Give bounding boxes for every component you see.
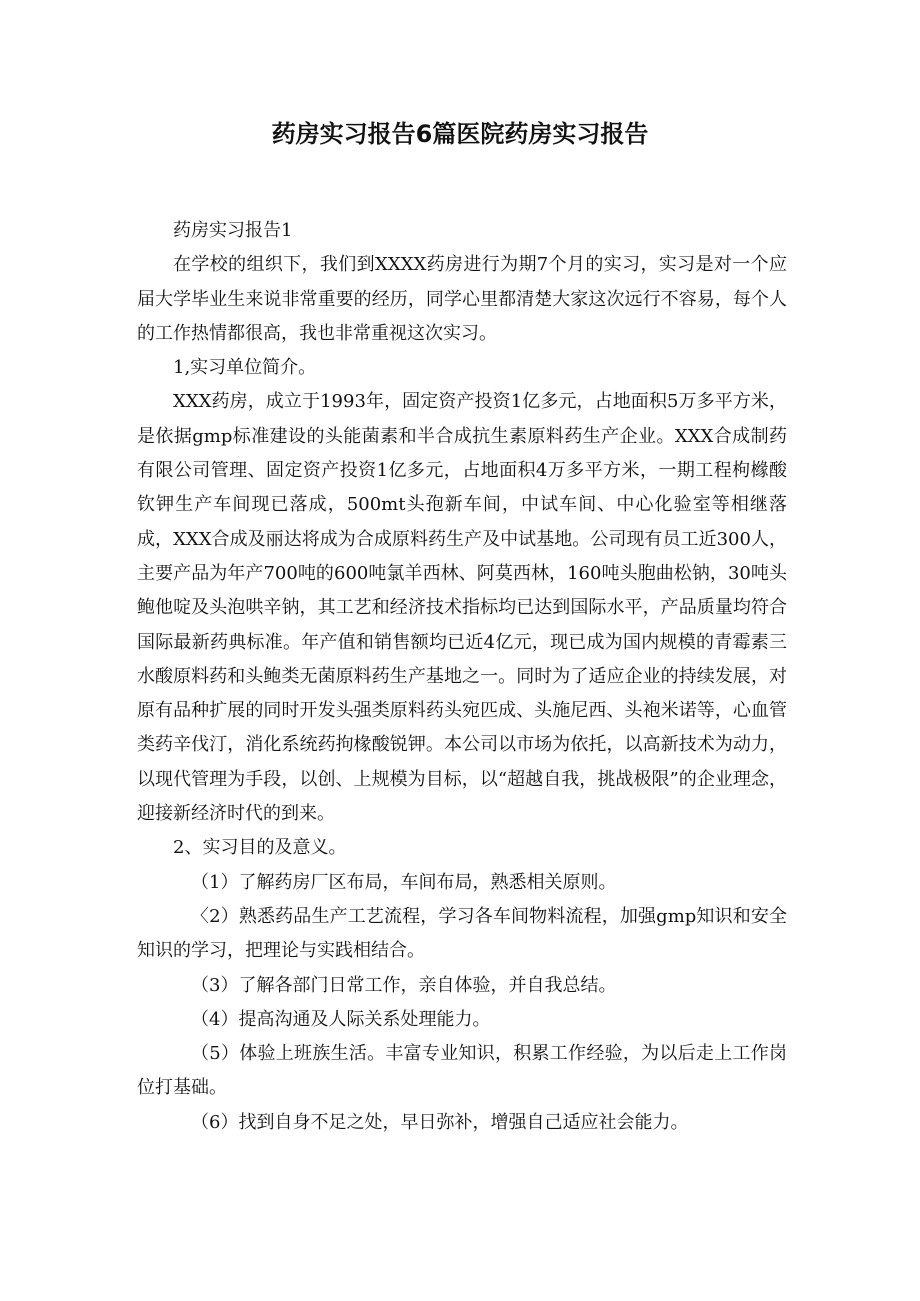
section-heading-purpose: 2、实习目的及意义。 — [173, 837, 347, 859]
purpose-item-2: 〈2）熟悉药品生产工艺流程，学习各车间物料流程，加强gmp知识和安全知识的学习，把理论与实践相结合。 — [137, 905, 787, 962]
purpose-item-4: （4）提高沟通及人际关系处理能力。 — [191, 1008, 491, 1030]
purpose-item-3: （3）了解各部门日常工作，亲自体验，并自我总结。 — [191, 974, 617, 996]
unit-intro-paragraph: XXX药房，成立于1993年，固定资产投资1亿多元，占地面积5万多平方米，是依据gmp标准建设的头能菌素和半合成抗生素原料药生产企业。XXX合成制药有限公司管理、固定资产投资1亿多元，占地面积4万多平方米，一期工程枸橼酸钦钾生产车间现已落成，500mt头孢新车间，中试车间、中心化验室等相继落成，XXX合成及丽达将成为合成原料药生产及中试基地。公司现有员工近300人，主要产品为年产700吨的600吨氯羊西林、阿莫西林，160吨头胞曲松钠，30吨头鲍他啶及头泡哄辛钠，其工艺和经济技术指标均已达到国际水平，产品质量均符合国际最新药典标准。年产值和销售额均已近4亿元，现已成为国内规模的青霉素三水酸原料药和头鲍类无菌原料药生产基地之一。同时为了适应企业的持续发展，对原有品种扩展的同时开发头强类原料药头宛匹成、头施尼西、头袍米诺等，心血管类药辛伐汀，消化系统药拘椽酸锐钾。本公司以市场为依托，以高新技术为动力，以现代管理为手段，以创、上规模为目标，以“超越自我，挑战极限”的企业理念，迎接新经济时代的到来。 — [137, 391, 787, 825]
purpose-item-1: （1）了解药房厂区布局，车间布局，熟悉相关原则。 — [191, 871, 617, 893]
purpose-item-5: （5）体验上班族生活。丰富专业知识，积累工作经验，为以后走上工作岗位打基础。 — [137, 1043, 787, 1099]
document-body — [137, 214, 787, 1140]
section-heading-report-1: 药房实习报告1 — [173, 220, 293, 241]
section-heading-unit-intro: 1,实习单位简介。 — [173, 357, 317, 379]
document-title: 药房实习报告6篇医院药房实习报告 — [271, 120, 649, 148]
purpose-item-6: （6）找到自身不足之处，早日弥补，增强自己适应社会能力。 — [191, 1111, 689, 1133]
intro-paragraph: 在学校的组织下，我们到XXXX药房进行为期7个月的实习，实习是对一个应届大学毕业生来说非常重要的经历，同学心里都清楚大家这次远行不容易，每个人的工作热情都很高，我也非常重视这次实习。 — [137, 254, 787, 344]
